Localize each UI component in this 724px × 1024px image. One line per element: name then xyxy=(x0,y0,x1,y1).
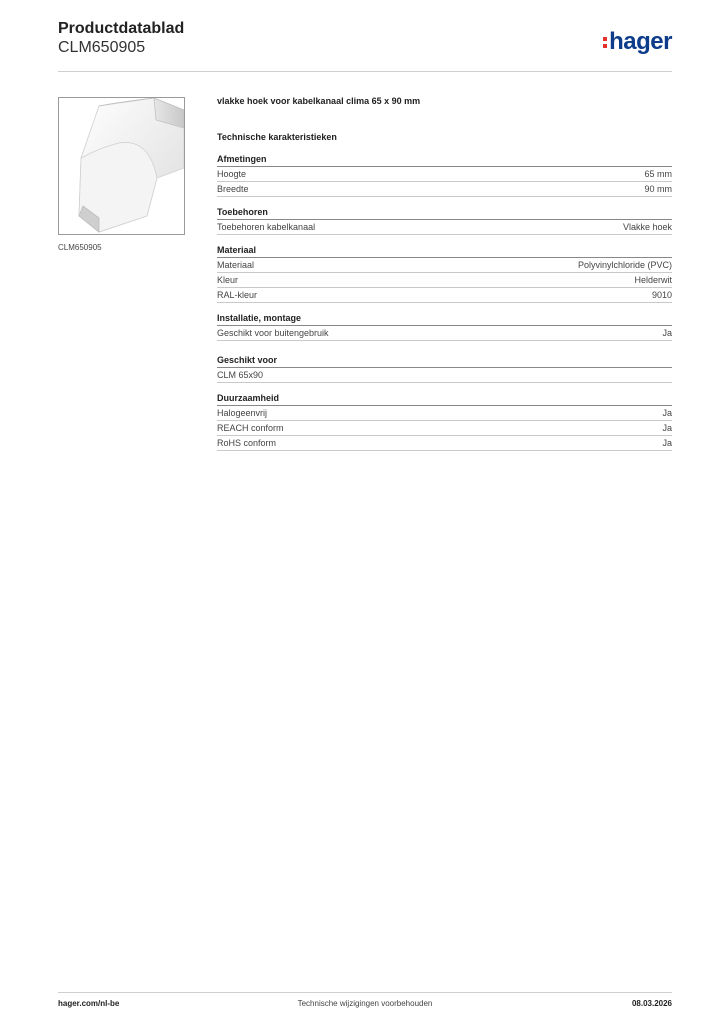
spec-row xyxy=(217,288,672,303)
footer-date: 08.03.2026 xyxy=(631,999,672,1008)
spec-label: Hoogte xyxy=(217,169,247,179)
hager-logo xyxy=(603,28,672,56)
spec-value: 90 mm xyxy=(644,184,672,194)
spec-row xyxy=(217,421,672,436)
spec-row xyxy=(217,368,672,383)
corner-piece-illustration xyxy=(59,98,184,234)
spec-label: Toebehoren kabelkanaal xyxy=(217,222,316,232)
spec-value: Ja xyxy=(662,423,672,433)
product-description: vlakke hoek voor kabelkanaal clima 65 x 90 mm xyxy=(217,96,421,106)
section-geschikt-voor xyxy=(217,355,672,383)
spec-content xyxy=(217,96,672,461)
section-title: Installatie, montage xyxy=(217,313,672,326)
spec-value: Helderwit xyxy=(634,275,672,285)
spec-label: Geschikt voor buitengebruik xyxy=(217,328,329,338)
website-link[interactable]: hager.com/nl-be xyxy=(58,999,120,1008)
section-title: Materiaal xyxy=(217,245,672,258)
spec-row xyxy=(217,167,672,182)
section-title: Geschikt voor xyxy=(217,355,672,368)
footer-divider xyxy=(58,992,672,993)
logo-text: hager xyxy=(609,28,672,55)
image-caption: CLM650905 xyxy=(58,243,102,252)
spec-row xyxy=(217,326,672,341)
logo-dots-icon xyxy=(603,37,607,48)
section-title: Afmetingen xyxy=(217,154,672,167)
technical-heading: Technische karakteristieken xyxy=(217,132,337,142)
footer-notice: Technische wijzigingen voorbehouden xyxy=(297,999,433,1008)
section-installatie xyxy=(217,313,672,341)
spec-value: Vlakke hoek xyxy=(622,222,672,232)
spec-label: Materiaal xyxy=(217,260,255,270)
spec-row xyxy=(217,436,672,451)
spec-value: Ja xyxy=(662,408,672,418)
spec-value: 9010 xyxy=(651,290,672,300)
section-afmetingen xyxy=(217,154,672,197)
spec-label: RoHS conform xyxy=(217,438,277,448)
section-title: Toebehoren xyxy=(217,207,672,220)
section-duurzaamheid xyxy=(217,393,672,451)
section-toebehoren xyxy=(217,207,672,235)
spec-row xyxy=(217,258,672,273)
section-materiaal xyxy=(217,245,672,303)
spec-value: Polyvinylchloride (PVC) xyxy=(577,260,672,270)
header-divider xyxy=(58,71,672,72)
page-header xyxy=(58,20,672,72)
spec-label: Breedte xyxy=(217,184,249,194)
spec-label: Halogeenvrij xyxy=(217,408,268,418)
spec-label: REACH conform xyxy=(217,423,284,433)
spec-value: Ja xyxy=(662,438,672,448)
spec-label: Kleur xyxy=(217,275,239,285)
spec-value: Ja xyxy=(662,328,672,338)
spec-row xyxy=(217,182,672,197)
spec-label: CLM 65x90 xyxy=(217,370,264,380)
spec-row xyxy=(217,273,672,288)
section-title: Duurzaamheid xyxy=(217,393,672,406)
document-title: Productdatablad xyxy=(58,20,185,37)
spec-value: 65 mm xyxy=(644,169,672,179)
spec-label: RAL-kleur xyxy=(217,290,258,300)
product-image xyxy=(58,97,185,235)
product-code: CLM650905 xyxy=(58,39,146,56)
spec-row xyxy=(217,220,672,235)
spec-row xyxy=(217,406,672,421)
